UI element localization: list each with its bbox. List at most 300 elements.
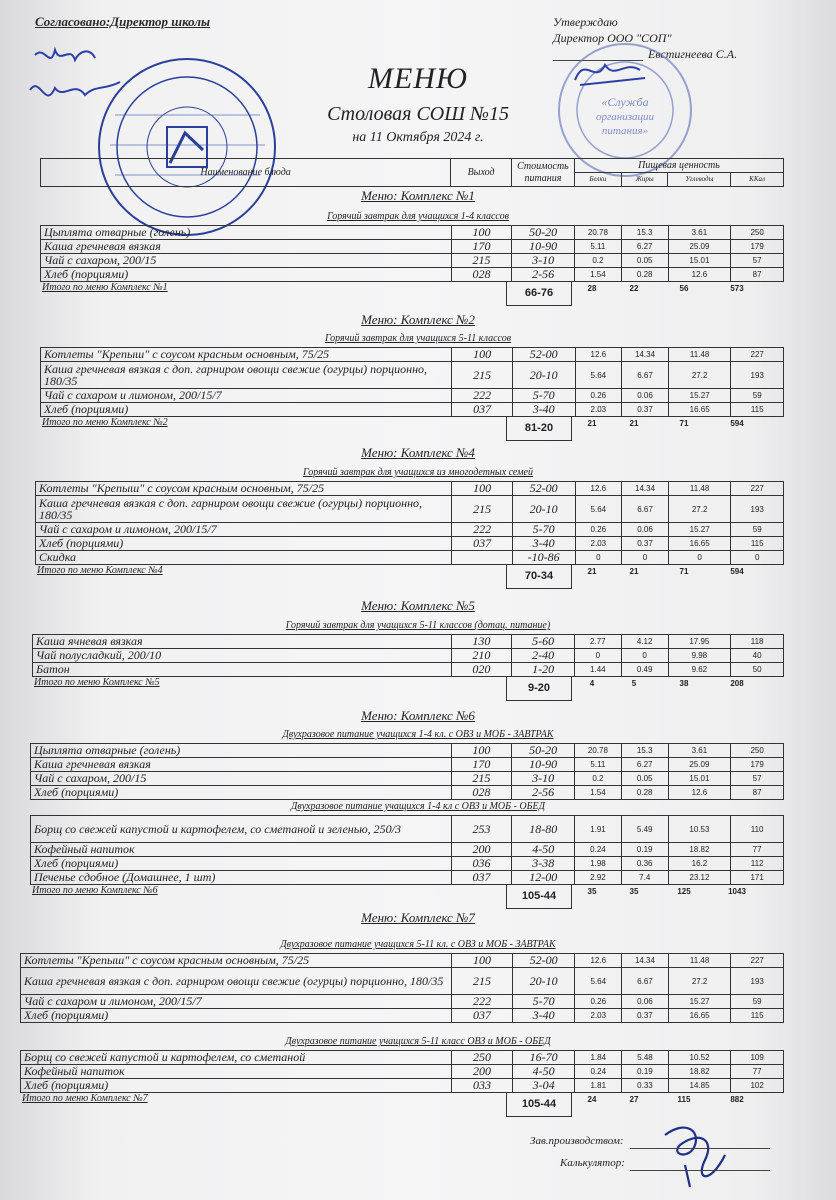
dish-carbs: 10.52 — [668, 1051, 731, 1065]
dish-carbs: 11.48 — [668, 954, 731, 968]
dish-table — [20, 1050, 784, 1093]
dish-carbs: 23.12 — [668, 871, 731, 885]
dish-cost: 10-90 — [512, 240, 575, 254]
dish-output: 170 — [451, 240, 512, 254]
dish-kcal: 57 — [731, 772, 784, 786]
page-title: МЕНЮ — [368, 62, 468, 95]
dish-fats: 0.37 — [622, 537, 669, 551]
table-row — [31, 758, 784, 772]
dish-carbs: 18.82 — [668, 1065, 731, 1079]
complex-title: Меню: Комплекс №6 — [361, 708, 475, 723]
dish-cost: 3-10 — [512, 254, 575, 268]
dish-table — [30, 815, 784, 885]
table-row — [36, 551, 784, 565]
dish-name: Котлеты "Крепыш" с соусом красным основным, 75/25 — [36, 482, 452, 496]
dish-name: Цыплята отварные (голень) — [41, 226, 452, 240]
dish-fats: 15.3 — [621, 226, 668, 240]
table-row — [31, 843, 784, 857]
dish-proteins: 2.77 — [574, 635, 621, 649]
group-subtitle: Двухразовое питание учащихся 1-4 кл. с ОВЗ и МОБ - ЗАВТРАК — [282, 729, 554, 740]
dish-kcal: 109 — [731, 1051, 784, 1065]
dish-kcal: 193 — [731, 496, 784, 523]
dish-cost: 5-70 — [512, 389, 575, 403]
dish-kcal: 250 — [731, 226, 784, 240]
dish-cost: 18-80 — [512, 816, 575, 843]
dish-output: 250 — [452, 1051, 513, 1065]
complex-title: Меню: Комплекс №5 — [361, 598, 475, 613]
dish-fats: 0.06 — [622, 389, 669, 403]
dish-name: Хлеб (порциями) — [36, 537, 452, 551]
footer-production-label: Зав.производством: — [530, 1135, 624, 1147]
dish-kcal: 77 — [731, 1065, 784, 1079]
dish-name: Каша гречневая вязкая с доп. гарниром овощи свежие (огурцы) порционно, 180/35 — [41, 362, 452, 389]
table-row — [41, 362, 784, 389]
dish-name: Чай полусладкий, 200/10 — [33, 649, 452, 663]
complex-title: Меню: Комплекс №4 — [361, 445, 475, 460]
dish-proteins: 0.24 — [575, 843, 622, 857]
table-row — [36, 537, 784, 551]
dish-output: 028 — [451, 786, 512, 800]
dish-cost: 1-20 — [512, 663, 575, 677]
table-row — [31, 816, 784, 843]
table-row — [21, 995, 784, 1009]
svg-text:организации: организации — [595, 111, 655, 123]
dish-fats: 5.48 — [622, 1051, 669, 1065]
dish-proteins: 1.54 — [575, 268, 622, 282]
total-kcal: 594 — [730, 419, 744, 428]
dish-carbs: 11.48 — [668, 482, 731, 496]
dish-output: 215 — [452, 968, 513, 995]
table-row — [21, 1009, 784, 1023]
total-proteins: 21 — [587, 567, 597, 576]
complex-total-label: Итого по меню Комплекс №6 — [32, 885, 158, 896]
dish-output: 100 — [452, 482, 513, 496]
dish-output: 222 — [452, 523, 513, 537]
dish-name: Хлеб (порциями) — [31, 786, 452, 800]
dish-proteins: 0.2 — [574, 772, 621, 786]
dish-name: Каша гречневая вязкая — [31, 758, 452, 772]
approval-right-line1: Утверждаю — [553, 15, 618, 29]
footer-calculator-label: Калькулятор: — [560, 1157, 625, 1169]
dish-fats: 0.37 — [622, 403, 669, 417]
dish-proteins: 1.91 — [575, 816, 622, 843]
dish-fats: 7.4 — [621, 871, 668, 885]
dish-carbs: 18.82 — [668, 843, 731, 857]
total-proteins: 35 — [587, 887, 597, 896]
complex-total-cost: 70-34 — [506, 564, 572, 589]
approval-right-line2: Директор ООО "СОП" — [553, 31, 672, 45]
dish-kcal: 77 — [731, 843, 784, 857]
dish-fats: 6.67 — [622, 496, 669, 523]
dish-fats: 0 — [622, 551, 669, 565]
dish-table — [32, 634, 784, 677]
complex-total-cost: 105-44 — [506, 1092, 572, 1117]
dish-carbs: 16.65 — [668, 403, 731, 417]
dish-output: 037 — [452, 537, 513, 551]
dish-cost: 3-40 — [512, 537, 575, 551]
total-proteins: 24 — [587, 1095, 597, 1104]
dish-output: 100 — [451, 744, 512, 758]
dish-kcal: 193 — [731, 968, 784, 995]
dish-name: Котлеты "Крепыш" с соусом красным основным, 75/25 — [21, 954, 452, 968]
dish-name: Хлеб (порциями) — [41, 403, 452, 417]
dish-kcal: 110 — [731, 816, 784, 843]
dish-carbs: 3.61 — [668, 226, 731, 240]
dish-carbs: 16.65 — [668, 537, 731, 551]
table-row — [31, 786, 784, 800]
complex-title: Меню: Комплекс №2 — [361, 312, 475, 327]
total-kcal: 594 — [730, 567, 744, 576]
total-kcal: 573 — [730, 284, 744, 293]
svg-text:«Служба: «Служба — [601, 95, 649, 109]
header-output: Выход — [451, 159, 512, 187]
dish-output: 222 — [452, 995, 513, 1009]
dish-name: Хлеб (порциями) — [41, 268, 452, 282]
dish-proteins: 1.81 — [575, 1079, 622, 1093]
dish-fats: 0.05 — [621, 254, 668, 268]
dish-cost: 10-90 — [512, 758, 575, 772]
group-subtitle: Двухразовое питание учащихся 5-11 кл. с ОВЗ и МОБ - ЗАВТРАК — [280, 939, 556, 950]
table-row — [21, 1065, 784, 1079]
group-subtitle: Горячий завтрак для учащихся из многодетных семей — [303, 467, 533, 478]
dish-cost: 3-38 — [512, 857, 575, 871]
header-dish-name: Наименование блюда — [41, 159, 451, 187]
dish-kcal: 59 — [731, 995, 784, 1009]
dish-output: 253 — [451, 816, 512, 843]
total-proteins: 21 — [587, 419, 597, 428]
dish-cost: 52-00 — [512, 954, 575, 968]
dish-kcal: 59 — [731, 389, 784, 403]
table-row — [41, 389, 784, 403]
dish-cost: 5-70 — [512, 523, 575, 537]
dish-carbs: 10.53 — [668, 816, 731, 843]
dish-fats: 0.06 — [622, 995, 669, 1009]
total-carbs: 38 — [679, 679, 689, 688]
dish-kcal: 193 — [731, 362, 784, 389]
dish-proteins: 1.54 — [574, 786, 621, 800]
dish-proteins: 12.6 — [575, 954, 622, 968]
dish-name: Батон — [33, 663, 452, 677]
dish-output: 215 — [452, 362, 513, 389]
dish-kcal: 59 — [731, 523, 784, 537]
dish-kcal: 87 — [731, 786, 784, 800]
dish-carbs: 27.2 — [668, 968, 731, 995]
complex-total-cost: 9-20 — [506, 676, 572, 701]
dish-cost: 20-10 — [512, 496, 575, 523]
dish-name: Каша ячневая вязкая — [33, 635, 452, 649]
dish-kcal: 50 — [731, 663, 784, 677]
table-row — [31, 744, 784, 758]
dish-cost: 3-10 — [512, 772, 575, 786]
dish-fats: 4.12 — [621, 635, 668, 649]
total-proteins: 4 — [589, 679, 595, 688]
dish-proteins: 1.98 — [575, 857, 622, 871]
total-carbs: 71 — [679, 419, 689, 428]
complex-total-label: Итого по меню Комплекс №2 — [42, 417, 168, 428]
complex-total-label: Итого по меню Комплекс №7 — [22, 1093, 148, 1104]
dish-name: Хлеб (порциями) — [21, 1009, 452, 1023]
table-row — [33, 649, 784, 663]
dish-fats: 0.05 — [621, 772, 668, 786]
group-subtitle: Горячий завтрак для учащихся 5-11 классов — [324, 333, 512, 344]
dish-proteins: 2.03 — [575, 537, 622, 551]
dish-fats: 14.34 — [622, 348, 669, 362]
dish-carbs: 12.6 — [668, 786, 731, 800]
dish-proteins: 0 — [575, 551, 622, 565]
group-subtitle: Горячий завтрак для учащихся 5-11 классов (дотац. питание) — [285, 620, 551, 631]
table-row — [41, 268, 784, 282]
total-fats: 22 — [629, 284, 639, 293]
dish-cost: 2-56 — [512, 786, 575, 800]
dish-fats: 6.27 — [621, 758, 668, 772]
table-row — [31, 857, 784, 871]
dish-proteins: 1.44 — [574, 663, 621, 677]
table-row — [33, 663, 784, 677]
dish-kcal: 179 — [731, 240, 784, 254]
dish-fats: 0.19 — [622, 1065, 669, 1079]
dish-proteins: 0.26 — [575, 995, 622, 1009]
dish-name: Цыплята отварные (голень) — [31, 744, 452, 758]
dish-proteins: 2.92 — [575, 871, 622, 885]
dish-fats: 14.34 — [622, 482, 669, 496]
dish-output: 215 — [451, 254, 512, 268]
header-nutrition: Пищевая ценность — [574, 159, 783, 173]
dish-kcal: 87 — [731, 268, 784, 282]
dish-output: 100 — [451, 226, 512, 240]
dish-output: 200 — [451, 843, 512, 857]
dish-carbs: 9.98 — [668, 649, 731, 663]
dish-proteins: 1.84 — [575, 1051, 622, 1065]
total-fats: 21 — [629, 419, 639, 428]
dish-name: Борщ со свежей капустой и картофелем, со сметаной и зеленью, 250/3 — [31, 816, 452, 843]
dish-proteins: 20.78 — [575, 226, 622, 240]
table-row — [21, 968, 784, 995]
group-subtitle: Двухразовое питание учащихся 1-4 кл с ОВЗ и МОБ - ОБЕД — [291, 801, 545, 812]
total-kcal: 1043 — [728, 887, 746, 896]
table-row — [41, 348, 784, 362]
menu-date: на 11 Октября 2024 г. — [352, 130, 484, 145]
dish-kcal: 0 — [731, 551, 784, 565]
dish-name: Хлеб (порциями) — [21, 1079, 452, 1093]
dish-carbs: 16.2 — [668, 857, 731, 871]
total-carbs: 71 — [679, 567, 689, 576]
dish-carbs: 15.27 — [668, 995, 731, 1009]
dish-name: Каша гречневая вязкая с доп. гарниром овощи свежие (огурцы) порционно, 180/35 — [21, 968, 452, 995]
dish-name: Каша гречневая вязкая — [41, 240, 452, 254]
complex-total-cost: 105-44 — [506, 884, 572, 909]
dish-output: 215 — [451, 772, 512, 786]
dish-output: 215 — [452, 496, 513, 523]
dish-carbs: 16.65 — [668, 1009, 731, 1023]
dish-kcal: 118 — [731, 635, 784, 649]
dish-cost: -10-86 — [512, 551, 575, 565]
handwritten-signature-bottom — [655, 1115, 735, 1190]
dish-proteins: 12.6 — [575, 482, 622, 496]
dish-proteins: 0.26 — [575, 523, 622, 537]
dish-output: 100 — [452, 348, 513, 362]
dish-cost: 20-10 — [512, 968, 575, 995]
dish-output: 170 — [451, 758, 512, 772]
dish-kcal: 227 — [731, 348, 784, 362]
dish-kcal: 250 — [731, 744, 784, 758]
table-row — [21, 954, 784, 968]
dish-proteins: 20.78 — [574, 744, 621, 758]
dish-proteins: 0.2 — [575, 254, 622, 268]
dish-name: Чай с сахаром и лимоном, 200/15/7 — [41, 389, 452, 403]
complex-total-label: Итого по меню Комплекс №4 — [37, 565, 163, 576]
dish-name: Хлеб (порциями) — [31, 857, 452, 871]
dish-name: Каша гречневая вязкая с доп. гарниром овощи свежие (огурцы) порционно, 180/35 — [36, 496, 452, 523]
dish-fats: 0.19 — [621, 843, 668, 857]
dish-kcal: 227 — [731, 954, 784, 968]
dish-fats: 14.34 — [622, 954, 669, 968]
total-carbs: 56 — [679, 284, 689, 293]
dish-fats: 0.06 — [622, 523, 669, 537]
dish-cost: 3-04 — [512, 1079, 575, 1093]
dish-fats: 0 — [621, 649, 668, 663]
dish-carbs: 27.2 — [668, 362, 731, 389]
table-row — [41, 226, 784, 240]
dish-proteins: 0.26 — [575, 389, 622, 403]
dish-fats: 6.67 — [622, 968, 669, 995]
dish-cost: 4-50 — [512, 1065, 575, 1079]
dish-output: 036 — [451, 857, 512, 871]
header-cost: Стоимость питания — [511, 159, 574, 187]
table-header — [40, 158, 784, 187]
table-row — [41, 403, 784, 417]
dish-cost: 50-20 — [512, 744, 575, 758]
dish-fats: 0.33 — [622, 1079, 669, 1093]
svg-text:питания»: питания» — [601, 125, 649, 137]
dish-carbs: 15.27 — [668, 523, 731, 537]
dish-output: 033 — [452, 1079, 513, 1093]
dish-proteins: 5.11 — [574, 758, 621, 772]
dish-output: 222 — [452, 389, 513, 403]
complex-title: Меню: Комплекс №1 — [361, 188, 475, 203]
dish-kcal: 115 — [731, 537, 784, 551]
dish-proteins: 5.64 — [575, 362, 622, 389]
complex-title: Меню: Комплекс №7 — [361, 910, 475, 925]
dish-fats: 0.49 — [621, 663, 668, 677]
complex-total-label: Итого по меню Комплекс №5 — [34, 677, 160, 688]
table-row — [31, 871, 784, 885]
dish-name: Скидка — [36, 551, 452, 565]
dish-output: 210 — [451, 649, 512, 663]
header-proteins: Белки — [574, 173, 621, 187]
dish-fats: 6.67 — [622, 362, 669, 389]
total-kcal: 882 — [730, 1095, 744, 1104]
dish-name: Чай с сахаром и лимоном, 200/15/7 — [36, 523, 452, 537]
total-carbs: 115 — [677, 1095, 691, 1104]
dish-carbs: 25.09 — [668, 758, 731, 772]
dish-carbs: 17.95 — [668, 635, 731, 649]
dish-carbs: 14.85 — [668, 1079, 731, 1093]
dish-cost: 52-00 — [512, 482, 575, 496]
dish-fats: 15.3 — [621, 744, 668, 758]
dish-table — [30, 743, 784, 800]
total-fats: 5 — [631, 679, 637, 688]
dish-name: Борщ со свежей капустой и картофелем, со сметаной — [21, 1051, 452, 1065]
dish-fats: 0.36 — [621, 857, 668, 871]
group-subtitle: Горячий завтрак для учащихся 1-4 классов — [327, 211, 509, 222]
dish-name: Чай с сахаром, 200/15 — [31, 772, 452, 786]
dish-cost: 52-00 — [512, 348, 575, 362]
dish-kcal: 57 — [731, 254, 784, 268]
dish-carbs: 15.01 — [668, 254, 731, 268]
dish-proteins: 12.6 — [575, 348, 622, 362]
dish-cost: 5-60 — [512, 635, 575, 649]
header-kcal: ККал — [731, 173, 784, 187]
dish-carbs: 27.2 — [668, 496, 731, 523]
complex-total-label: Итого по меню Комплекс №1 — [42, 282, 168, 293]
page-subtitle: Столовая СОШ №15 — [327, 103, 509, 125]
approval-right-name: Евстигнеева С.А. — [648, 47, 738, 61]
dish-proteins: 2.03 — [575, 403, 622, 417]
dish-fats: 0.37 — [622, 1009, 669, 1023]
dish-kcal: 115 — [731, 1009, 784, 1023]
production-signature-line — [630, 1148, 770, 1149]
dish-proteins: 0 — [574, 649, 621, 663]
dish-carbs: 0 — [668, 551, 731, 565]
dish-carbs: 9.62 — [668, 663, 731, 677]
header-carbs: Углеводы — [668, 173, 731, 187]
dish-kcal: 227 — [731, 482, 784, 496]
dish-name: Кофейный напиток — [21, 1065, 452, 1079]
table-row — [31, 772, 784, 786]
dish-name: Котлеты "Крепыш" с соусом красным основным, 75/25 — [41, 348, 452, 362]
dish-cost: 12-00 — [512, 871, 575, 885]
table-row — [36, 482, 784, 496]
complex-total-cost: 81-20 — [506, 416, 572, 441]
dish-name: Чай с сахаром и лимоном, 200/15/7 — [21, 995, 452, 1009]
dish-kcal: 112 — [731, 857, 784, 871]
table-row — [41, 254, 784, 268]
dish-proteins: 5.64 — [575, 968, 622, 995]
dish-table — [20, 953, 784, 1023]
header-fats: Жиры — [621, 173, 668, 187]
table-row — [36, 496, 784, 523]
dish-output: 037 — [451, 871, 512, 885]
dish-name: Кофейный напиток — [31, 843, 452, 857]
dish-cost: 16-70 — [512, 1051, 575, 1065]
dish-output: 100 — [452, 954, 513, 968]
dish-carbs: 12.6 — [668, 268, 731, 282]
dish-cost: 2-56 — [512, 268, 575, 282]
dish-output — [452, 551, 513, 565]
dish-output: 037 — [452, 1009, 513, 1023]
dish-fats: 5.49 — [621, 816, 668, 843]
table-row — [21, 1079, 784, 1093]
dish-proteins: 2.03 — [575, 1009, 622, 1023]
total-fats: 21 — [629, 567, 639, 576]
dish-proteins: 5.64 — [575, 496, 622, 523]
dish-fats: 6.27 — [621, 240, 668, 254]
group-subtitle: Двухразовое питание учащихся 5-11 класс ОВЗ и МОБ - ОБЕД — [285, 1036, 551, 1047]
total-carbs: 125 — [677, 887, 691, 896]
dish-cost: 2-40 — [512, 649, 575, 663]
dish-carbs: 11.48 — [668, 348, 731, 362]
dish-kcal: 102 — [731, 1079, 784, 1093]
dish-output: 028 — [451, 268, 512, 282]
dish-kcal: 171 — [731, 871, 784, 885]
total-kcal: 208 — [730, 679, 744, 688]
dish-carbs: 3.61 — [668, 744, 731, 758]
dish-carbs: 15.27 — [668, 389, 731, 403]
dish-output: 200 — [452, 1065, 513, 1079]
dish-cost: 50-20 — [512, 226, 575, 240]
dish-proteins: 5.11 — [575, 240, 622, 254]
dish-table — [40, 225, 784, 282]
